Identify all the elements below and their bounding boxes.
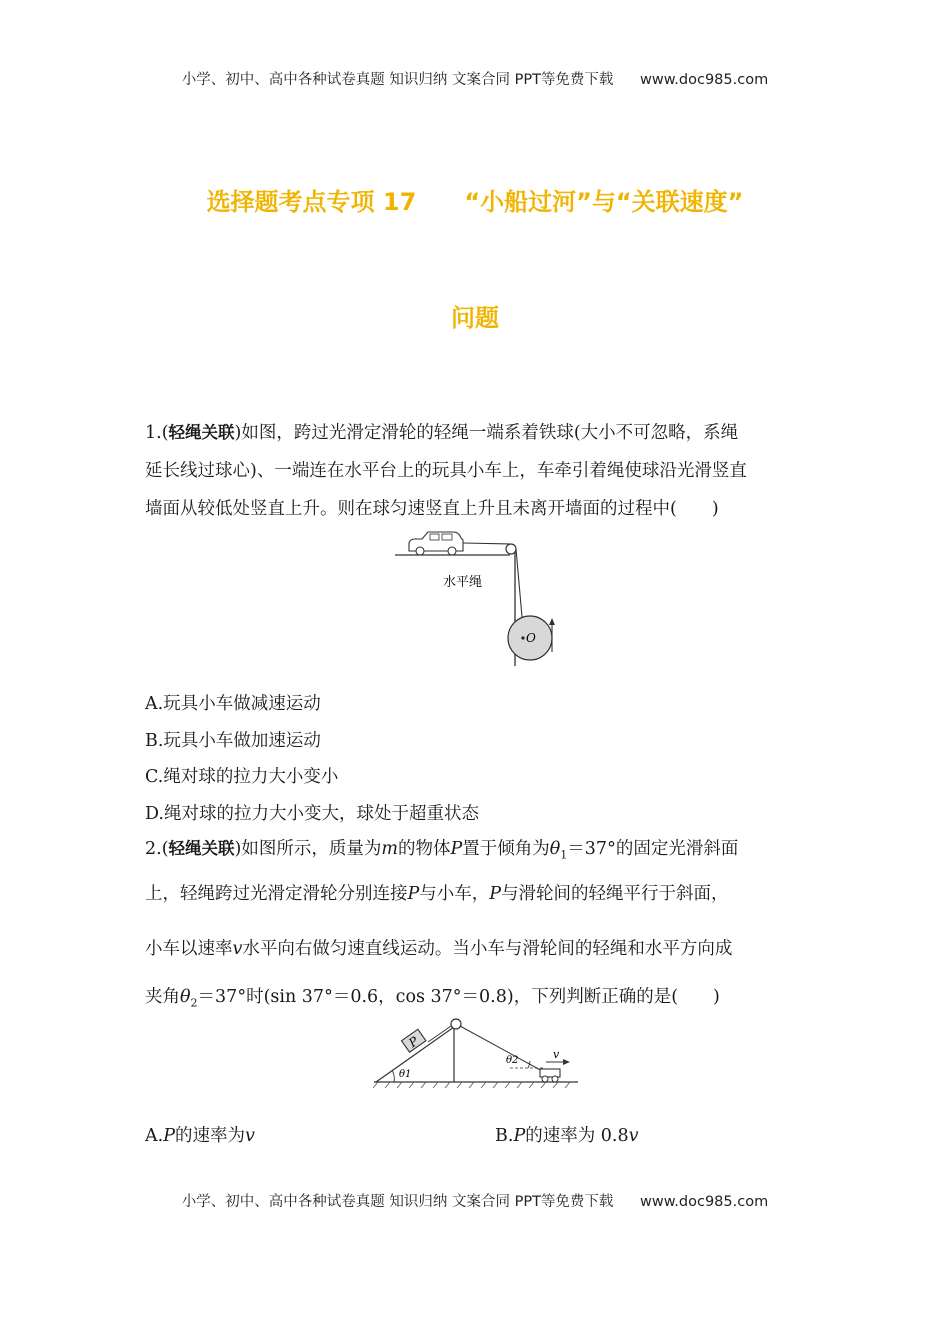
point-o-label: O xyxy=(526,631,536,645)
page-footer xyxy=(0,1190,950,1211)
question-2-option-a[interactable]: A.P的速率为v xyxy=(145,1126,255,1146)
pulley xyxy=(506,544,516,554)
question-2-stem-cont: 小车以速率v水平向右做匀速直线运动。当小车与滑轮间的轻绳和水平方向成 xyxy=(145,939,733,959)
svg-text:P: P xyxy=(406,1034,421,1051)
title-part-1: 选择题考点专项 17 xyxy=(206,188,417,216)
angle-1-label: θ1 xyxy=(399,1069,412,1080)
question-1-figure xyxy=(395,528,565,668)
toy-car xyxy=(409,532,463,555)
cart xyxy=(540,1069,560,1082)
question-2-stem: 2.(轻绳关联)如图所示，质量为m的物体P置于倾角为$\theta_1=37^\circ$的固定光滑斜面 上，轻绳跨过光滑定滑轮分别连接P与小车，P与滑轮间的轻绳平行于斜面， xyxy=(145,839,739,904)
question-2-figure xyxy=(370,1018,580,1090)
header-text: 小学、初中、高中各种试卷真题 知识归纳 文案合同 PPT等免费下载 xyxy=(181,72,614,88)
question-1-option-a[interactable]: A.玩具小车做减速运动 xyxy=(145,694,321,714)
header-url[interactable]: www.doc985.com xyxy=(640,72,769,88)
page-header xyxy=(0,68,950,89)
pulley xyxy=(451,1019,461,1029)
title-part-2: “小船过河”与“关联速度” xyxy=(464,188,744,216)
page-title-line-2: 问题 xyxy=(451,304,499,332)
question-1-option-b[interactable]: B.玩具小车做加速运动 xyxy=(145,731,321,751)
horizontal-rope-label: 水平绳 xyxy=(443,575,483,590)
page-title xyxy=(0,182,950,217)
footer-text: 小学、初中、高中各种试卷真题 知识归纳 文案合同 PPT等免费下载 xyxy=(181,1194,614,1210)
footer-url[interactable]: www.doc985.com xyxy=(640,1194,769,1210)
question-2-tag: 轻绳关联 xyxy=(168,839,235,858)
question-1-tag: 轻绳关联 xyxy=(168,423,235,442)
velocity-label: v xyxy=(553,1048,560,1061)
question-1-option-c[interactable]: C.绳对球的拉力大小变小 xyxy=(145,767,339,787)
question-2-option-b[interactable]: B.P的速率为 0.8v xyxy=(495,1126,639,1146)
question-2-stem-cont-2: 夹角$\theta_2=37^\circ$时(sin 37°＝0.6，cos 37°＝0.8)，下列判断正确的是( ) xyxy=(145,987,720,1010)
angle-2-label: θ2 xyxy=(506,1055,519,1066)
question-1-option-d[interactable]: D.绳对球的拉力大小变大，球处于超重状态 xyxy=(145,804,479,824)
question-1-stem: 1.(轻绳关联)如图，跨过光滑定滑轮的轻绳一端系着铁球(大小不可忽略，系绳 延长线过球心)、一端连在水平台上的玩具小车上，车牵引着绳使球沿光滑竖直 墙面从较低处竖直上升。则在球匀速竖直上升且未离开墙面的过程中( ) xyxy=(145,423,747,519)
